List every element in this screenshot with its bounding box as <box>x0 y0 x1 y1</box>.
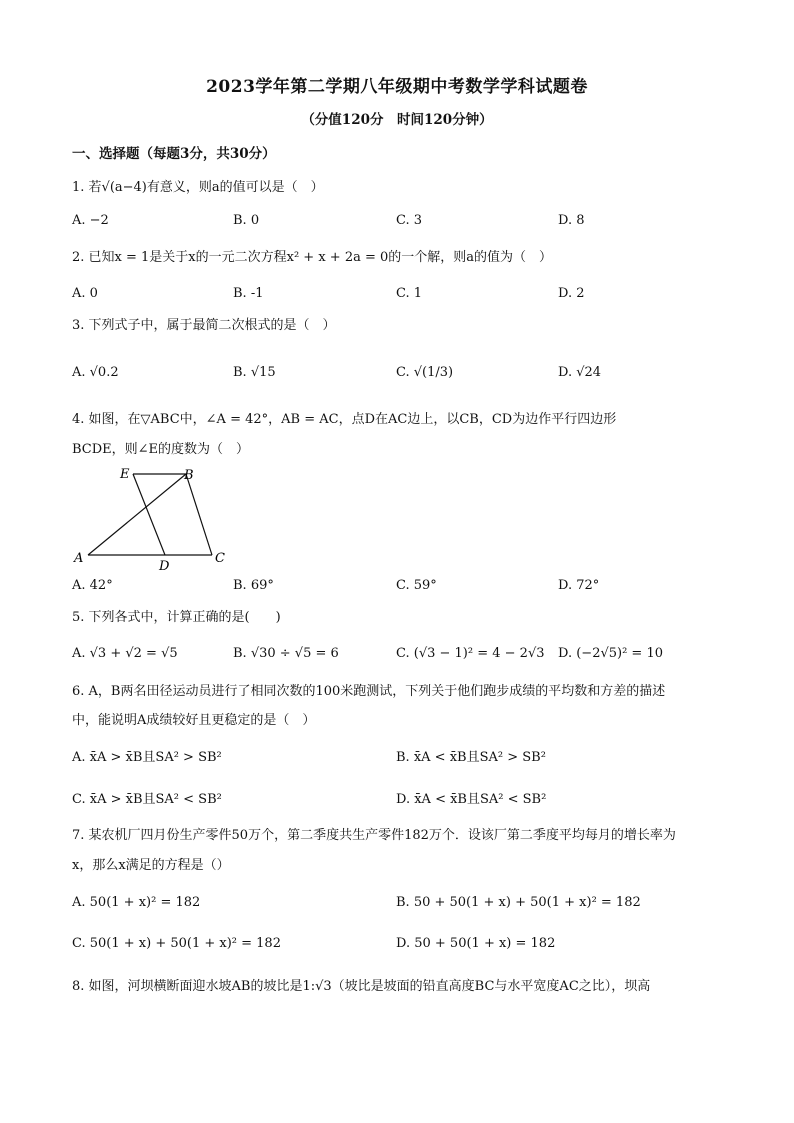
segment-bc <box>186 474 212 555</box>
q4-option-d: D. 72° <box>558 578 600 593</box>
segment-ab <box>88 474 186 555</box>
question-1-stem: 1. 若√(a−4)有意义，则a的值可以是（ ） <box>72 180 324 195</box>
q5-option-b: B. √30 ÷ √5 = 6 <box>233 646 339 661</box>
q3-option-c: C. √(1/3) <box>396 365 454 380</box>
question-7-stem-line-2: x，那么x满足的方程是（） <box>72 858 230 873</box>
q3-option-d: D. √24 <box>558 365 602 380</box>
question-3-stem: 3. 下列式子中，属于最简二次根式的是（ ） <box>72 318 336 333</box>
q5-option-d: D. (−2√5)² = 10 <box>558 646 663 661</box>
q6-option-b: B. x̄A < x̄B且SA² > SB² <box>396 750 546 765</box>
page-subtitle: （分值120分 时间120分钟） <box>301 112 493 128</box>
q6-option-d: D. x̄A < x̄B且SA² < SB² <box>396 792 547 807</box>
q2-option-d: D. 2 <box>558 286 585 301</box>
label-a: A <box>74 551 84 566</box>
q5-option-a: A. √3 + √2 = √5 <box>72 646 178 661</box>
q4-option-b: B. 69° <box>233 578 274 593</box>
q1-option-c: C. 3 <box>396 213 423 228</box>
question-2-stem: 2. 已知x = 1是关于x的一元二次方程x² + x + 2a = 0的一个解，则a的值为（ ） <box>72 250 553 265</box>
q1-option-b: B. 0 <box>233 213 260 228</box>
q3-option-a: A. √0.2 <box>72 365 119 380</box>
q7-option-b: B. 50 + 50(1 + x) + 50(1 + x)² = 182 <box>396 895 641 910</box>
q4-option-a: A. 42° <box>72 578 113 593</box>
question-7-stem-line-1: 7. 某农机厂四月份生产零件50万个，第二季度共生产零件182万个．设该厂第二季度平均每月的增长率为 <box>72 828 676 843</box>
q4-option-c: C. 59° <box>396 578 437 593</box>
q7-option-d: D. 50 + 50(1 + x) = 182 <box>396 936 556 951</box>
q1-option-a: A. −2 <box>72 213 109 228</box>
question-4-stem-line-1: 4. 如图，在▽ABC中，∠A = 42°，AB = AC，点D在AC边上，以CB，CD为边作平行四边形 <box>72 412 617 427</box>
label-e: E <box>120 467 130 482</box>
question-8-stem: 8. 如图，河坝横断面迎水坡AB的坡比是1:√3（坡比是坡面的铅直高度BC与水平宽度AC之比），坝高 <box>72 979 651 994</box>
label-d: D <box>159 559 170 574</box>
section-heading: 一、选择题（每题3分，共30分） <box>72 146 276 162</box>
q7-option-a: A. 50(1 + x)² = 182 <box>72 895 201 910</box>
q6-option-a: A. x̄A > x̄B且SA² > SB² <box>72 750 222 765</box>
q2-option-b: B. -1 <box>233 286 264 301</box>
question-5-stem: 5. 下列各式中，计算正确的是( ) <box>72 610 281 625</box>
q3-option-b: B. √15 <box>233 365 276 380</box>
q5-option-c: C. (√3 − 1)² = 4 − 2√3 <box>396 646 545 661</box>
question-4-stem-line-2: BCDE，则∠E的度数为（ ） <box>72 442 250 457</box>
q2-option-a: A. 0 <box>72 286 98 301</box>
q6-option-c: C. x̄A > x̄B且SA² < SB² <box>72 792 222 807</box>
q1-option-d: D. 8 <box>558 213 585 228</box>
label-c: C <box>215 551 225 566</box>
question-6-stem-line-2: 中，能说明A成绩较好且更稳定的是（ ） <box>72 713 316 728</box>
parallelogram-figure <box>72 462 242 574</box>
label-b: B <box>184 468 194 483</box>
question-6-stem-line-1: 6. A，B两名田径运动员进行了相同次数的100米跑测试，下列关于他们跑步成绩的平均数和方差的描述 <box>72 684 666 699</box>
page-title: 2023学年第二学期八年级期中考数学学科试题卷 <box>206 77 588 97</box>
q7-option-c: C. 50(1 + x) + 50(1 + x)² = 182 <box>72 936 281 951</box>
q2-option-c: C. 1 <box>396 286 423 301</box>
